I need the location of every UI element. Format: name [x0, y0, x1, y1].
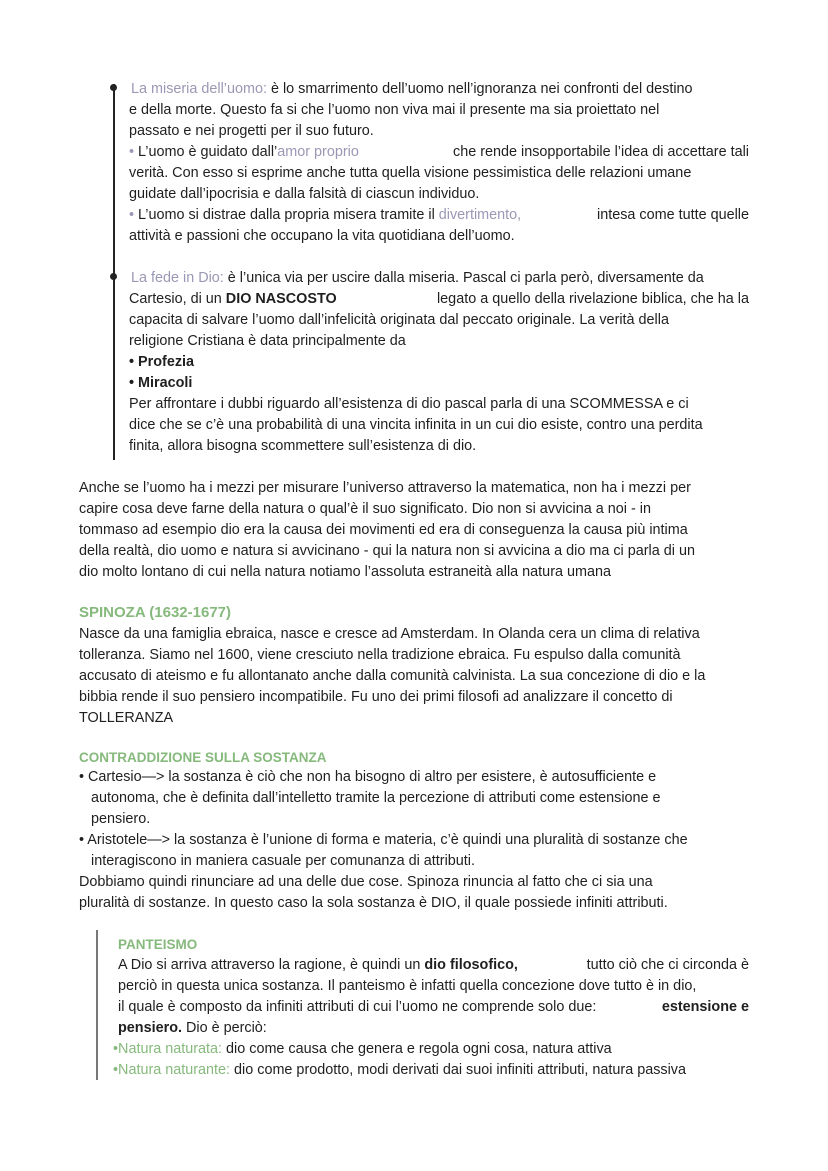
fede-line-4: religione Cristiana è data principalmente da: [129, 333, 406, 349]
cartesio-item-line-2: autonoma, che è definita dall’intelletto tramite la percezione di attributi come estensione e: [91, 790, 661, 806]
natura-naturata-item: •Natura naturata: dio come causa che genera e regola ogni cosa, natura attiva: [113, 1041, 612, 1057]
paragraph-line: dio molto lontano di cui nella natura notiamo l’assoluta estraneità alla natura umana: [79, 564, 611, 580]
miseria-line-2: e della morte. Questo fa si che l’uomo non viva mai il presente ma sia proiettato nel: [129, 102, 660, 118]
natura-naturata-term: Natura naturata:: [118, 1041, 223, 1057]
fede-line-7: finita, allora bisogna scommettere sull’esistenza di dio.: [129, 438, 477, 454]
text: [129, 289, 337, 310]
spinoza-line: accusato di ateismo e fu allontanato anche dalla comunità calvinista. La sua concezione di dio e la: [79, 668, 706, 684]
text: legato a quello della rivelazione biblica, che ha la: [436, 291, 749, 307]
miseria-line-1: [131, 79, 693, 100]
miseria-label: La miseria dell’uomo:: [131, 81, 267, 97]
fede-line-3: capacita di salvare l’uomo dall’infelicità originata dal peccato originale. La verità della: [129, 312, 669, 328]
text: L’uomo si distrae dalla propria misera tramite il: [138, 207, 439, 223]
divertimento-line-2: attività e passioni che occupano la vita quotidiana dell’uomo.: [129, 228, 515, 244]
pensiero: pensiero.: [118, 1020, 182, 1036]
text: tutto ciò che ci circonda è: [586, 957, 749, 973]
spinoza-line: bibbia rende il suo pensiero incompatibile. Fu uno dei primi filosofi ad analizzare il concetto di: [79, 689, 673, 705]
cartesio-item: • Cartesio—> la sostanza è ciò che non ha bisogno di altro per esistere, è autosufficiente e: [79, 769, 657, 785]
text: L’uomo è guidato dall’: [138, 144, 278, 160]
panteismo-heading: PANTEISMO: [118, 937, 198, 952]
timeline-dot: [110, 273, 117, 280]
text: il quale è composto da infiniti attributi di cui l’uomo ne comprende solo due:: [118, 999, 597, 1015]
timeline-dot: [110, 84, 117, 91]
text: Dio è perciò:: [181, 1020, 267, 1036]
paragraph-line: capire cosa deve farne della natura o qual’è il suo significato. Dio non si avvicina a noi - in: [79, 501, 651, 517]
text: dio come causa che genera e regola ogni cosa, natura attiva: [222, 1041, 612, 1057]
miseria-line-3: passato e nei progetti per il suo futuro.: [129, 123, 374, 139]
paragraph-line: Anche se l’uomo ha i mezzi per misurare l’universo attraverso la matematica, non ha i mezzi per: [79, 480, 691, 496]
panteismo-line-4: [118, 1018, 267, 1039]
text: dio come prodotto, modi derivati dai suoi infiniti attributi, natura passiva: [230, 1062, 686, 1078]
amor-proprio-line: [129, 142, 749, 163]
text: intesa come tutte quelle: [597, 207, 749, 223]
fede-line-6: dice che se c’è una probabilità di una vincita infinita in un cui dio esiste, contro una perdita: [129, 417, 703, 433]
text: è lo smarrimento dell’uomo nell’ignoranza nei confronti del destino: [266, 81, 693, 97]
amor-proprio-term: amor proprio: [277, 144, 359, 160]
spinoza-line: TOLLERANZA: [79, 710, 174, 726]
panteismo-line-2: perciò in questa unica sostanza. Il panteismo è infatti quella concezione dove tutto è in dio,: [118, 978, 697, 994]
estensione: estensione e: [661, 999, 749, 1015]
text: A Dio si arriva attraverso la ragione, è quindi un: [118, 957, 425, 973]
contraddizione-conclusion: Dobbiamo quindi rinunciare ad una delle due cose. Spinoza rinuncia al fatto che ci sia una: [79, 874, 653, 890]
natura-naturante-term: Natura naturante:: [118, 1062, 231, 1078]
dio-filosofico: dio filosofico,: [424, 957, 518, 973]
amor-proprio-line-2: verità. Con esso si esprime anche tutta quella visione pessimistica delle relazioni umane: [129, 165, 692, 181]
text: [118, 955, 518, 976]
text: Cartesio, di un: [129, 291, 226, 307]
text: che rende insopportabile l’idea di accettare tali: [453, 144, 749, 160]
amor-proprio-line-3: guidate dall’ipocrisia e dalla falsità di ciascun individuo.: [129, 186, 480, 202]
spinoza-heading: SPINOZA (1632-1677): [79, 604, 232, 621]
panteismo-line-3: [118, 997, 749, 1018]
list-item-miracoli: • Miracoli: [129, 375, 193, 391]
dio-nascosto: DIO NASCOSTO: [225, 291, 337, 307]
panteismo-line-1: [118, 955, 749, 976]
list-item-profezia: • Profezia: [129, 354, 195, 370]
fede-line-1: [131, 268, 704, 289]
cartesio-item-line-3: pensiero.: [91, 811, 151, 827]
divertimento-line: [129, 205, 749, 226]
aristotele-item-line-2: interagiscono in maniera casuale per comunanza di attributi.: [91, 853, 475, 869]
fede-label: La fede in Dio:: [131, 270, 224, 286]
paragraph-line: tommaso ad esempio dio era la causa dei movimenti ed era di conseguenza la causa più intima: [79, 522, 688, 538]
contraddizione-heading: CONTRADDIZIONE SULLA SOSTANZA: [79, 750, 327, 765]
spinoza-line: Nasce da una famiglia ebraica, nasce e cresce ad Amsterdam. In Olanda cera un clima di relativa: [79, 626, 700, 642]
text: • L’uomo è guidato dall’amor proprio: [129, 144, 359, 160]
spinoza-line: tolleranza. Siamo nel 1600, viene cresciuto nella tradizione ebraica. Fu espulso dalla comunità: [79, 647, 681, 663]
aristotele-item: • Aristotele—> la sostanza è l’unione di forma e materia, c’è quindi una pluralità di sostanze che: [79, 832, 688, 848]
paragraph-line: della realtà, dio uomo e natura si avvicinano - qui la natura non si avvicina a dio ma ci parla di un: [79, 543, 695, 559]
natura-naturante-item: •Natura naturante: dio come prodotto, modi derivati dai suoi infiniti attributi, natura passiva: [113, 1062, 686, 1078]
fede-line-5: Per affrontare i dubbi riguardo all’esistenza di dio pascal parla di una SCOMMESSA e ci: [129, 396, 689, 412]
timeline-line: [113, 84, 115, 460]
quote-bar: [96, 930, 98, 1080]
text: è l’unica via per uscire dalla miseria. Pascal ci parla però, diversamente da: [223, 270, 704, 286]
text: • L’uomo si distrae dalla propria misera tramite il divertimento,: [129, 207, 522, 223]
divertimento-term: divertimento,: [438, 207, 522, 223]
fede-line-2: [129, 289, 749, 310]
contraddizione-conclusion-2: pluralità di sostanze. In questo caso la sola sostanza è DIO, il quale possiede infiniti attributi.: [79, 895, 668, 911]
